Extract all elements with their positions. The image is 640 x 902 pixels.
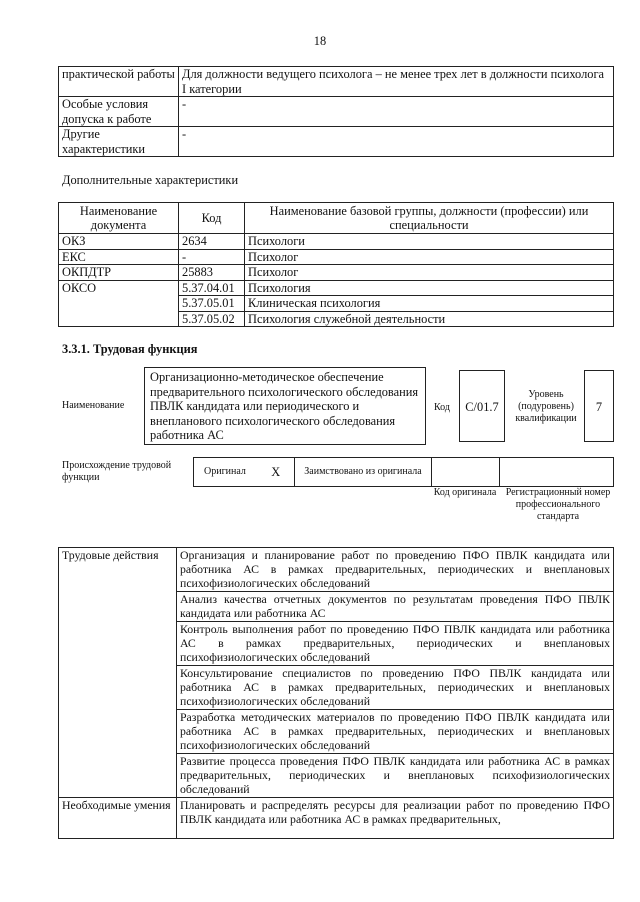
row-label: практической работы xyxy=(59,67,179,97)
row-value: - xyxy=(179,97,614,127)
table-row xyxy=(59,127,614,157)
code-original-cell xyxy=(432,458,500,487)
code-label: Код xyxy=(434,402,450,413)
reg-number-cell xyxy=(500,458,614,487)
origin-table xyxy=(193,457,614,487)
row-label: Другие характеристики xyxy=(59,127,179,157)
row-label: Особые условия допуска к работе xyxy=(59,97,179,127)
cell-name: Клиническая психология xyxy=(245,296,614,312)
table-row xyxy=(59,548,614,592)
table-row xyxy=(59,265,614,281)
origin-row xyxy=(194,458,614,487)
table-row xyxy=(59,280,614,296)
action-item: Анализ качества отчетных документов по результатам проведения ПФО ПВЛК кандидата или работника АС xyxy=(177,592,614,622)
skills-label: Необходимые умения xyxy=(59,798,177,839)
cell-doc: ОКПДТР xyxy=(59,265,179,281)
action-item: Контроль выполнения работ по проведению ПФО ПВЛК кандидата или работника АС в рамках предварительных, периодических и внеплановых психофизиологических обследований xyxy=(177,622,614,666)
cell-code: 2634 xyxy=(179,234,245,250)
table-row xyxy=(59,798,614,839)
name-label: Наименование xyxy=(62,400,125,411)
cell-doc: ОКЗ xyxy=(59,234,179,250)
requirements-table xyxy=(58,66,614,157)
borrowed-label: Заимствовано из оригинала xyxy=(295,458,432,487)
page-number: 18 xyxy=(313,34,327,48)
function-name-value: Организационно-методическое обеспечение предварительного психологического обследования ПВЛК кандидата или периодического и внепланового психологического обследования работника АС xyxy=(150,370,419,442)
row-value: - xyxy=(179,127,614,157)
function-name-box xyxy=(144,367,426,445)
cell-doc: ОКСО xyxy=(59,280,179,327)
original-mark: X xyxy=(258,458,295,487)
reg-number-caption: Регистрационный номер профессионального стандарта xyxy=(505,487,611,522)
cell-name: Психология xyxy=(245,280,614,296)
header-code: Код xyxy=(179,203,245,234)
header-name: Наименование базовой группы, должности (профессии) или специальности xyxy=(245,203,614,234)
skill-item: Планировать и распределять ресурсы для реализации работ по проведению ПФО ПВЛК кандидата или работника АС в рамках предварительных, xyxy=(177,798,614,839)
original-label: Оригинал xyxy=(194,458,258,487)
code-box xyxy=(459,370,505,442)
table-row xyxy=(59,97,614,127)
section-heading: 3.3.1. Трудовая функция xyxy=(62,342,198,356)
header-document: Наименование документа xyxy=(59,203,179,234)
cell-name: Психологи xyxy=(245,234,614,250)
table-row xyxy=(59,234,614,250)
table-row xyxy=(59,67,614,97)
additional-title: Дополнительные характеристики xyxy=(62,173,239,187)
level-label: Уровень (подуровень) квалификации xyxy=(515,389,577,424)
cell-code: 5.37.05.02 xyxy=(179,311,245,327)
origin-label: Происхождение трудовой функции xyxy=(62,460,172,483)
cell-name: Психолог xyxy=(245,249,614,265)
level-value: 7 xyxy=(595,400,603,414)
cell-doc: ЕКС xyxy=(59,249,179,265)
cell-name: Психология служебной деятельности xyxy=(245,311,614,327)
action-item: Развитие процесса проведения ПФО ПВЛК кандидата или работника АС в рамках предварительных, периодических и внеплановых психофизиологических обследований xyxy=(177,754,614,798)
actions-label: Трудовые действия xyxy=(59,548,177,798)
action-item: Организация и планирование работ по проведению ПФО ПВЛК кандидата или работника АС в рамках предварительных, периодических и внеплановых психофизиологических обследований xyxy=(177,548,614,592)
code-value: C/01.7 xyxy=(465,400,499,414)
additional-characteristics-table xyxy=(58,202,614,327)
cell-code: 5.37.04.01 xyxy=(179,280,245,296)
table-header-row xyxy=(59,203,614,234)
action-item: Разработка методических материалов по проведению ПФО ПВЛК кандидата или работника АС в рамках предварительных, периодических и внеплановых психофизиологических обследований xyxy=(177,710,614,754)
labor-actions-table xyxy=(58,547,614,839)
cell-name: Психолог xyxy=(245,265,614,281)
cell-code: 5.37.05.01 xyxy=(179,296,245,312)
level-box xyxy=(584,370,614,442)
row-value: Для должности ведущего психолога – не менее трех лет в должности психолога I категории xyxy=(179,67,614,97)
action-item: Консультирование специалистов по проведению ПФО ПВЛК кандидата или работника АС в рамках предварительных, периодических и внеплановых психофизиологических обследований xyxy=(177,666,614,710)
cell-code: - xyxy=(179,249,245,265)
cell-code: 25883 xyxy=(179,265,245,281)
table-row xyxy=(59,249,614,265)
code-original-caption: Код оригинала xyxy=(433,487,497,498)
